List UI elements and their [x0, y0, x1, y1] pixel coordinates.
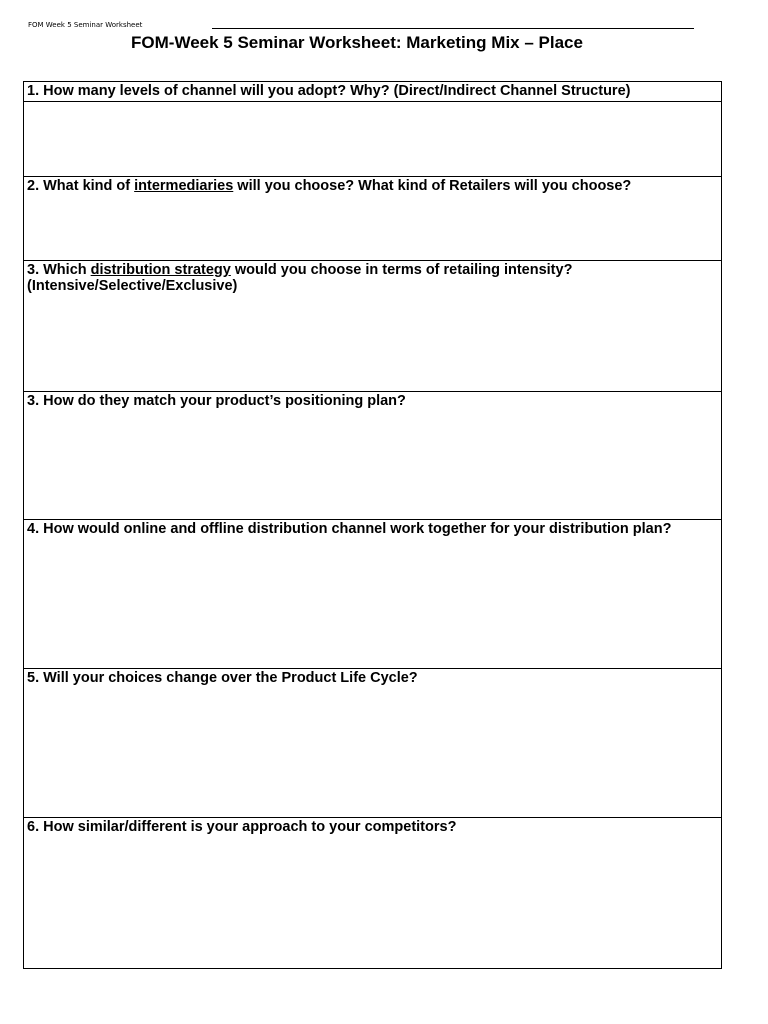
question-2-text-end: will you choose? What kind of Retailers will you choose? — [233, 178, 632, 194]
question-3a-underlined-term: distribution strategy — [90, 262, 231, 278]
question-block-6 — [24, 817, 721, 968]
question-block-3a — [24, 260, 721, 391]
question-4: 4. How would online and offline distribution channel work together for your distribution plan? — [27, 521, 672, 537]
answer-area-3a[interactable] — [24, 297, 721, 391]
answer-area-1[interactable] — [24, 101, 721, 176]
question-3a — [27, 262, 717, 294]
question-block-4 — [24, 519, 721, 668]
question-6: 6. How similar/different is your approach to your competitors? — [27, 819, 457, 835]
header-name-line — [212, 28, 694, 29]
question-5: 5. Will your choices change over the Product Life Cycle? — [27, 670, 418, 686]
question-block-2 — [24, 176, 721, 260]
question-1: 1. How many levels of channel will you adopt? Why? (Direct/Indirect Channel Structure) — [27, 83, 631, 99]
answer-area-2[interactable] — [24, 197, 721, 260]
page-title: FOM-Week 5 Seminar Worksheet: Marketing Mix – Place — [131, 33, 583, 52]
answer-area-4[interactable] — [24, 540, 721, 668]
question-block-5 — [24, 668, 721, 817]
answer-area-6[interactable] — [24, 838, 721, 968]
question-2-underlined-term: intermediaries — [134, 178, 234, 194]
answer-area-5[interactable] — [24, 689, 721, 817]
question-3b: 3. How do they match your product’s positioning plan? — [27, 393, 406, 409]
question-3a-text-end: would you choose in terms of retailing intensity? (Intensive/Selective/Exclusive) — [27, 262, 573, 294]
question-block-1 — [24, 82, 721, 176]
worksheet-table — [23, 81, 722, 969]
answer-area-3b[interactable] — [24, 412, 721, 519]
question-2-text-start: 2. What kind of — [27, 178, 135, 194]
question-2 — [27, 178, 717, 194]
question-block-3b — [24, 391, 721, 519]
question-3a-text-start: 3. Which — [27, 262, 91, 278]
document-header-label: FOM Week 5 Seminar Worksheet — [28, 21, 143, 29]
